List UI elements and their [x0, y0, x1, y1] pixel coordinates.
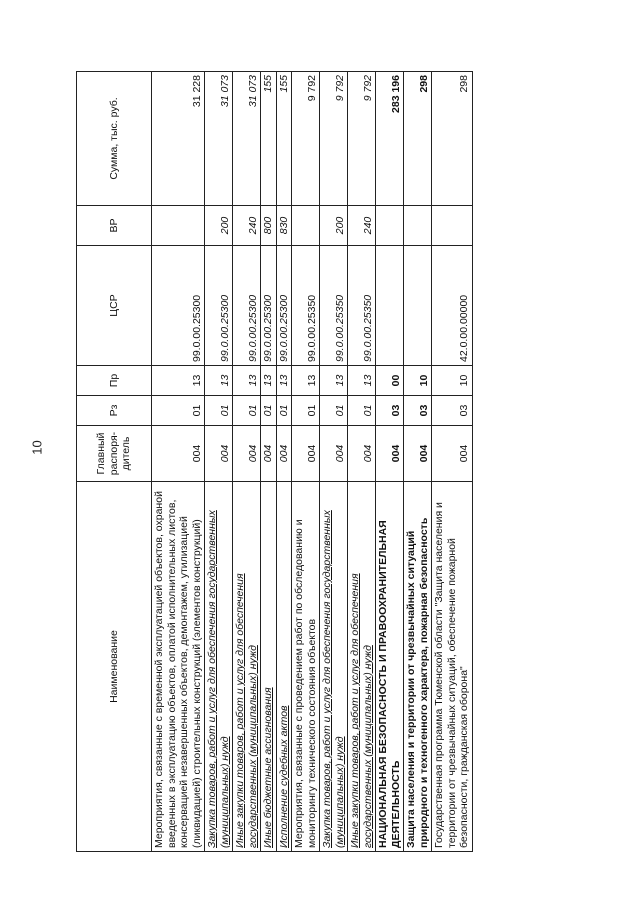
- row-vr: [432, 206, 473, 246]
- row-vr: [376, 206, 404, 246]
- table-row: [432, 72, 473, 852]
- row-sum: 31 073: [205, 72, 233, 206]
- row-pr: 13: [320, 366, 348, 396]
- row-glav: 004: [348, 426, 376, 482]
- row-name: [320, 482, 348, 852]
- row-csr: [376, 246, 404, 366]
- row-pr: 13: [205, 366, 233, 396]
- row-pr: 10: [404, 366, 432, 396]
- row-sum: 155: [261, 72, 277, 206]
- row-csr: 99.0.00.25300: [276, 246, 292, 366]
- row-rz: 03: [432, 396, 473, 426]
- row-vr: 200: [320, 206, 348, 246]
- row-rz: 01: [292, 396, 320, 426]
- row-pr: 13: [152, 366, 205, 396]
- table-header-row: [77, 72, 152, 852]
- header-rz: Рз: [77, 396, 152, 426]
- row-vr: [404, 206, 432, 246]
- row-name-text: Иные закупки товаров, работ и услуг для обеспечения государственных (муниципальных) нужд: [234, 573, 259, 848]
- row-rz: 01: [152, 396, 205, 426]
- row-name-text: Иные закупки товаров, работ и услуг для обеспечения государственных (муниципальных) нужд: [349, 573, 374, 848]
- rotated-table-container: [76, 72, 571, 852]
- row-csr: [404, 246, 432, 366]
- row-vr: 200: [205, 206, 233, 246]
- row-name: [261, 482, 277, 852]
- row-name: [276, 482, 292, 852]
- row-rz: 03: [404, 396, 432, 426]
- header-sum: Сумма, тыс. руб.: [77, 72, 152, 206]
- row-name: Мероприятия, связанные с проведением работ по обследованию и мониторингу технического состояния объектов: [292, 482, 320, 852]
- row-csr: 99.0.00.25300: [205, 246, 233, 366]
- row-vr: [152, 206, 205, 246]
- budget-table: [76, 71, 473, 852]
- page-number: 10: [29, 440, 45, 455]
- row-glav: 004: [152, 426, 205, 482]
- row-name: [348, 482, 376, 852]
- row-glav: 004: [404, 426, 432, 482]
- row-rz: 01: [205, 396, 233, 426]
- row-rz: 01: [233, 396, 261, 426]
- row-sum: 9 792: [348, 72, 376, 206]
- row-glav: 004: [432, 426, 473, 482]
- table-row: [292, 72, 320, 852]
- row-name-text: Закупка товаров, работ и услуг для обеспечения государственных (муниципальных) нужд: [206, 510, 231, 848]
- row-glav: 004: [292, 426, 320, 482]
- table-row: [261, 72, 277, 852]
- row-vr: 240: [348, 206, 376, 246]
- row-pr: 00: [376, 366, 404, 396]
- row-name: Защита населения и территории от чрезвычайных ситуаций природного и техногенного характера, пожарная безопасность: [404, 482, 432, 852]
- row-csr: 99.0.00.25300: [261, 246, 277, 366]
- row-sum: 9 792: [320, 72, 348, 206]
- row-csr: 99.0.00.25300: [152, 246, 205, 366]
- row-csr: 99.0.00.25300: [233, 246, 261, 366]
- row-sum: 31 073: [233, 72, 261, 206]
- table-row: [348, 72, 376, 852]
- row-pr: 13: [261, 366, 277, 396]
- table-row: [152, 72, 205, 852]
- table-row: [404, 72, 432, 852]
- header-vr: ВР: [77, 206, 152, 246]
- row-name-text: Закупка товаров, работ и услуг для обеспечения государственных (муниципальных) нужд: [321, 510, 346, 848]
- table-row: [376, 72, 404, 852]
- row-glav: 004: [261, 426, 277, 482]
- row-glav: 004: [205, 426, 233, 482]
- row-rz: 01: [320, 396, 348, 426]
- row-vr: 240: [233, 206, 261, 246]
- row-pr: 13: [233, 366, 261, 396]
- header-csr: ЦСР: [77, 246, 152, 366]
- row-rz: 01: [348, 396, 376, 426]
- row-csr: 42.0.00.00000: [432, 246, 473, 366]
- row-name: Мероприятия, связанные с временной эксплуатацией объектов, охраной введенных в эксплуатацию объектов, оплатой исполнительных листов, консервацией незавершенных объектов, демонтажем, утилизацией (ликвидацией) строительных конструкций (элементов конструкций): [152, 482, 205, 852]
- row-csr: 99.0.00.25350: [292, 246, 320, 366]
- row-pr: 13: [292, 366, 320, 396]
- row-rz: 01: [261, 396, 277, 426]
- row-glav: 004: [276, 426, 292, 482]
- row-glav: 004: [233, 426, 261, 482]
- row-pr: 13: [276, 366, 292, 396]
- row-csr: 99.0.00.25350: [348, 246, 376, 366]
- table-row: [276, 72, 292, 852]
- row-sum: 155: [276, 72, 292, 206]
- header-glav: Главный распоря-дитель: [77, 426, 152, 482]
- row-name: [233, 482, 261, 852]
- table-row: [320, 72, 348, 852]
- row-name: Государственная программа Тюменской области "Защита населения и территории от чрезвычайных ситуаций, обеспечение пожарной безопасности, гражданская оборона": [432, 482, 473, 852]
- row-name: [205, 482, 233, 852]
- row-pr: 13: [348, 366, 376, 396]
- row-name-text: Иные бюджетные ассигнования: [262, 687, 274, 848]
- row-glav: 004: [376, 426, 404, 482]
- row-sum: 298: [404, 72, 432, 206]
- row-sum: 31 228: [152, 72, 205, 206]
- row-name-text: Исполнение судебных актов: [277, 705, 290, 848]
- header-pr: Пр: [77, 366, 152, 396]
- row-sum: 283 196: [376, 72, 404, 206]
- row-rz: 03: [376, 396, 404, 426]
- row-glav: 004: [320, 426, 348, 482]
- table-row: [205, 72, 233, 852]
- row-csr: 99.0.00.25350: [320, 246, 348, 366]
- row-pr: 10: [432, 366, 473, 396]
- header-name: Наименование: [77, 482, 152, 852]
- row-rz: 01: [276, 396, 292, 426]
- row-sum: 298: [432, 72, 473, 206]
- row-vr: 830: [276, 206, 292, 246]
- table-row: [233, 72, 261, 852]
- row-name: НАЦИОНАЛЬНАЯ БЕЗОПАСНОСТЬ И ПРАВООХРАНИТЕЛЬНАЯ ДЕЯТЕЛЬНОСТЬ: [376, 482, 404, 852]
- row-vr: 800: [261, 206, 277, 246]
- row-vr: [292, 206, 320, 246]
- row-sum: 9 792: [292, 72, 320, 206]
